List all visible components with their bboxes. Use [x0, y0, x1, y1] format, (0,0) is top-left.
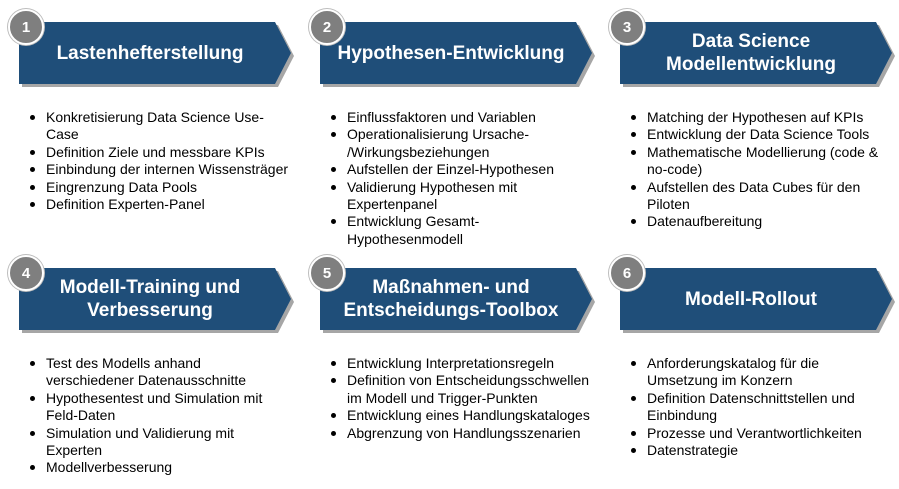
list-item: Entwicklung Interpretationsregeln — [328, 355, 590, 372]
step-banner — [620, 268, 892, 330]
list-item: Modellverbesserung — [27, 459, 289, 476]
list-item: Definition von Entscheidungsschwellen im Modell und Trigger-Punkten — [328, 372, 590, 407]
step-banner — [320, 268, 592, 330]
list-item: Matching der Hypothesen auf KPIs — [628, 109, 890, 126]
list-item: Einflussfaktoren und Variablen — [328, 109, 590, 126]
step-bullet-list — [328, 109, 590, 248]
list-item: Hypothesentest und Simulation mit Feld-Daten — [27, 390, 289, 425]
list-item: Abgrenzung von Handlungsszenarien — [328, 425, 590, 442]
step-number-badge: 4 — [8, 255, 44, 291]
step-banner — [320, 22, 592, 84]
list-item: Anforderungskatalog für die Umsetzung im Konzern — [628, 355, 890, 390]
step-title: Lastenhefterstellung — [56, 42, 244, 64]
step-bullet-list — [328, 355, 590, 442]
list-item: Einbindung der internen Wissensträger — [27, 161, 289, 178]
step-number-badge: 6 — [609, 255, 645, 291]
list-item: Operationalisierung Ursache- /Wirkungsbeziehungen — [328, 126, 590, 161]
list-item: Validierung Hypothesen mit Expertenpanel — [328, 179, 590, 214]
list-item: Aufstellen der Einzel-Hypothesen — [328, 161, 590, 178]
list-item: Datenstrategie — [628, 442, 890, 459]
step-banner — [620, 22, 892, 84]
step-number-badge: 1 — [8, 9, 44, 45]
step-bullet-list — [27, 355, 289, 477]
list-item: Definition Experten-Panel — [27, 196, 289, 213]
list-item: Simulation und Validierung mit Experten — [27, 425, 289, 460]
step-number-badge: 3 — [609, 9, 645, 45]
list-item: Test des Modells anhand verschiedener Datenausschnitte — [27, 355, 289, 390]
list-item: Prozesse und Verantwortlichkeiten — [628, 425, 890, 442]
step-title: Maßnahmen- und Entscheidungs-Toolbox — [343, 277, 559, 321]
step-title: Modell-Training und Verbesserung — [59, 277, 241, 321]
step-number-badge: 5 — [309, 255, 345, 291]
step-banner — [19, 268, 291, 330]
list-item: Entwicklung der Data Science Tools — [628, 126, 890, 143]
list-item: Definition Ziele und messbare KPIs — [27, 144, 289, 161]
list-item: Datenaufbereitung — [628, 213, 890, 230]
list-item: Aufstellen des Data Cubes für den Piloten — [628, 179, 890, 214]
step-title: Data Science Modellentwicklung — [666, 31, 836, 75]
step-bullet-list — [628, 109, 890, 231]
step-title: Hypothesen-Entwicklung — [337, 42, 565, 64]
list-item: Entwicklung Gesamt-Hypothesenmodell — [328, 213, 590, 248]
list-item: Konkretisierung Data Science Use-Case — [27, 109, 289, 144]
step-title: Modell-Rollout — [685, 288, 817, 310]
list-item: Entwicklung eines Handlungskataloges — [328, 407, 590, 424]
list-item: Definition Datenschnittstellen und Einbindung — [628, 390, 890, 425]
step-banner — [19, 22, 291, 84]
step-bullet-list — [27, 109, 289, 213]
step-number-badge: 2 — [309, 9, 345, 45]
step-bullet-list — [628, 355, 890, 459]
list-item: Mathematische Modellierung (code & no-code) — [628, 144, 890, 179]
list-item: Eingrenzung Data Pools — [27, 179, 289, 196]
